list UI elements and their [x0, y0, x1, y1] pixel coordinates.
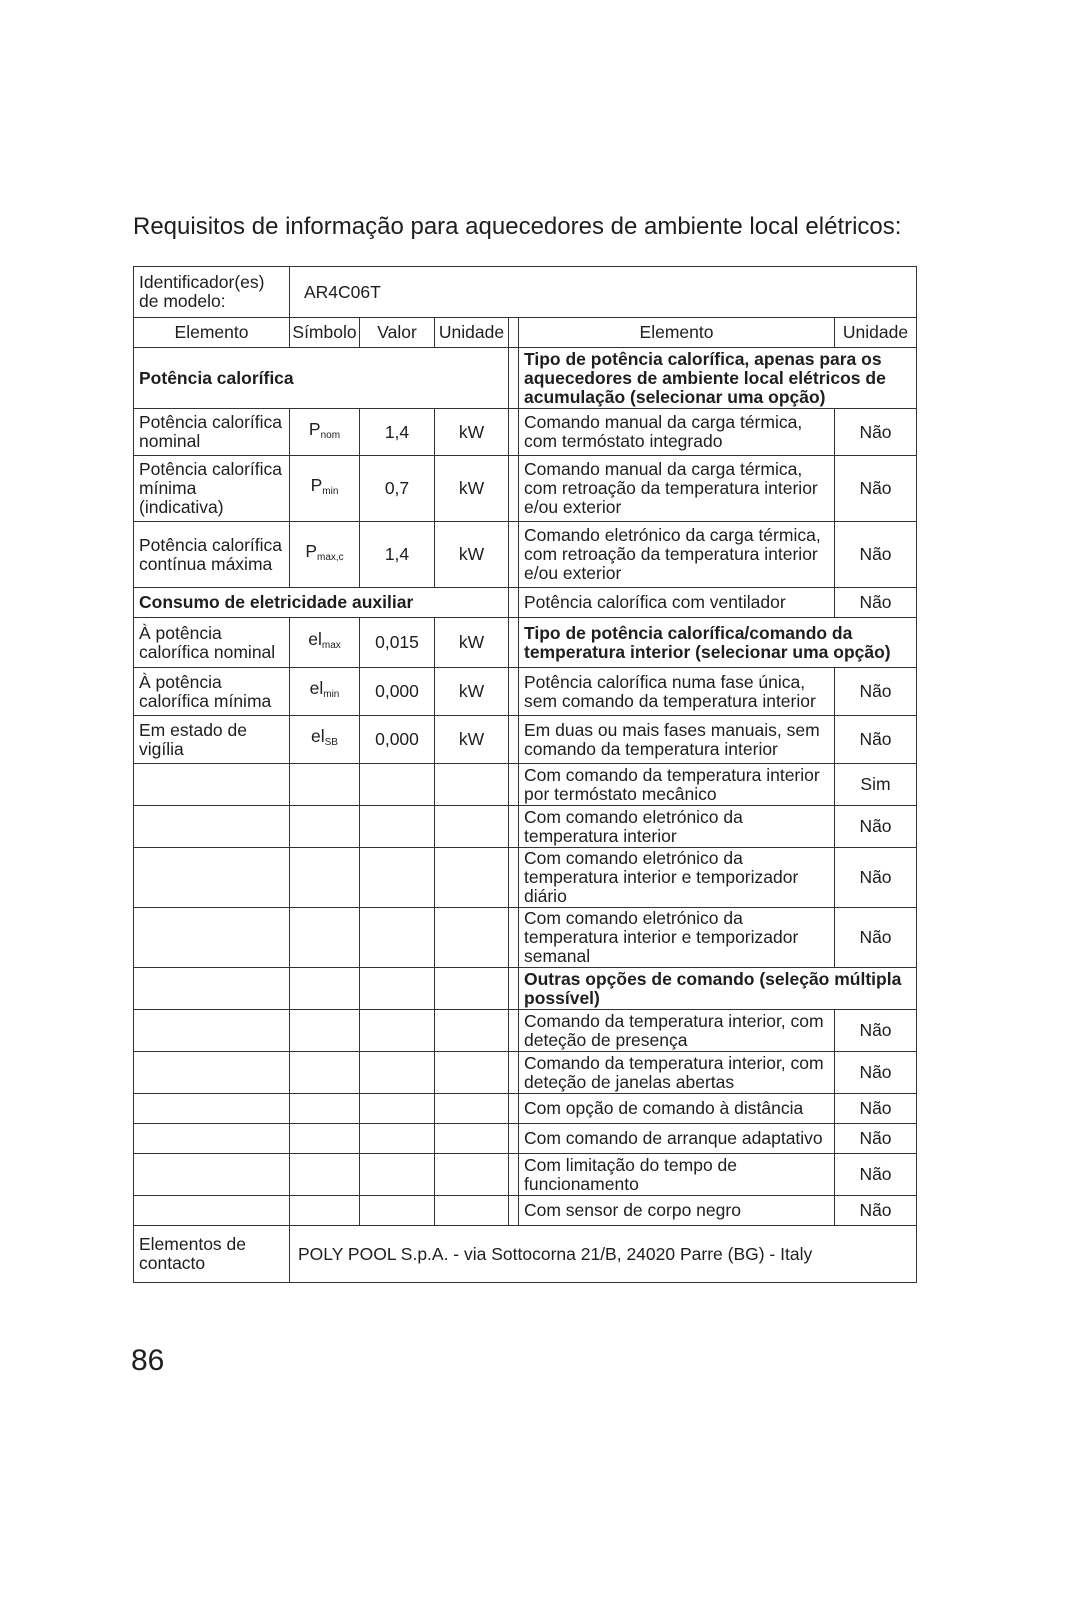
symbol-text: el: [309, 678, 324, 698]
table-row: [134, 908, 917, 968]
right-element-cell: Com comando eletrónico da temperatura interior e temporizador semanal: [519, 908, 835, 968]
table-row: [134, 409, 917, 456]
table-row: [134, 618, 917, 668]
symbol-cell: [290, 1010, 360, 1052]
right-element-cell: Comando manual da carga térmica, com termóstato integrado: [519, 409, 835, 456]
unit-cell: kW: [435, 716, 509, 764]
unit-cell: kW: [435, 456, 509, 522]
left-element-cell: [134, 908, 290, 968]
right-element-cell: Com comando eletrónico da temperatura interior: [519, 806, 835, 848]
unit-cell: kW: [435, 522, 509, 588]
symbol-cell: [290, 456, 360, 522]
column-separator: [509, 409, 519, 456]
left-element-cell: [134, 764, 290, 806]
page-title: Requisitos de informação para aquecedores de ambiente local elétricos:: [133, 213, 902, 240]
column-separator: [509, 716, 519, 764]
left-element-cell: [134, 1196, 290, 1226]
right-value-cell: Não: [835, 522, 917, 588]
right-value-cell: Não: [835, 588, 917, 618]
symbol-cell: [290, 806, 360, 848]
symbol-text: el: [308, 629, 322, 649]
column-separator: [509, 1154, 519, 1196]
left-element-cell: À potência calorífica nominal: [134, 618, 290, 668]
right-section-heading: Tipo de potência calorífica, apenas para os aquecedores de ambiente local elétricos de acumulação (selecionar uma opção): [519, 348, 917, 409]
header-value: Valor: [360, 318, 435, 348]
right-value-cell: Não: [835, 1196, 917, 1226]
value-cell: [360, 1094, 435, 1124]
symbol-cell: [290, 522, 360, 588]
unit-cell: kW: [435, 668, 509, 716]
right-element-cell: Comando eletrónico da carga térmica, com retroação da temperatura interior e/ou exterior: [519, 522, 835, 588]
unit-cell: kW: [435, 409, 509, 456]
value-cell: [360, 806, 435, 848]
unit-cell: [435, 1052, 509, 1094]
table-row: [134, 522, 917, 588]
symbol-subscript: min: [323, 689, 340, 700]
column-separator: [509, 1010, 519, 1052]
table-row: [134, 668, 917, 716]
unit-cell: [435, 968, 509, 1010]
symbol-cell: [290, 1196, 360, 1226]
right-value-cell: Não: [835, 1154, 917, 1196]
symbol-subscript: max: [321, 640, 341, 651]
right-value-cell: Não: [835, 848, 917, 908]
left-element-cell: Em estado de vigília: [134, 716, 290, 764]
left-element-cell: [134, 1154, 290, 1196]
header-unit-right: Unidade: [835, 318, 917, 348]
header-element: Elemento: [134, 318, 290, 348]
left-element-cell: [134, 1052, 290, 1094]
column-separator: [509, 806, 519, 848]
right-value-cell: Não: [835, 1010, 917, 1052]
symbol-subscript: nom: [320, 429, 341, 441]
right-element-cell: Com comando eletrónico da temperatura interior e temporizador diário: [519, 848, 835, 908]
left-element-cell: Potência calorífica contínua máxima: [134, 522, 290, 588]
table-row: [134, 1154, 917, 1196]
left-element-cell: [134, 806, 290, 848]
column-separator: [509, 1196, 519, 1226]
value-cell: [360, 1052, 435, 1094]
unit-cell: kW: [435, 618, 509, 668]
unit-cell: [435, 1154, 509, 1196]
right-value-cell: Não: [835, 806, 917, 848]
unit-cell: [435, 806, 509, 848]
left-element-cell: [134, 1124, 290, 1154]
column-separator: [509, 1124, 519, 1154]
page-number: 86: [131, 1344, 165, 1377]
symbol-text: el: [311, 726, 325, 746]
left-section-heading: Potência calorífica: [134, 348, 509, 409]
right-value-cell: Não: [835, 456, 917, 522]
symbol-cell: [290, 848, 360, 908]
column-separator: [509, 668, 519, 716]
model-value: AR4C06T: [290, 267, 917, 318]
right-element-cell: Com comando da temperatura interior por termóstato mecânico: [519, 764, 835, 806]
right-section-heading: Tipo de potência calorífica/comando da temperatura interior (selecionar uma opção): [519, 618, 917, 668]
right-value-cell: Não: [835, 1094, 917, 1124]
column-separator: [509, 456, 519, 522]
left-element-cell: Potência calorífica nominal: [134, 409, 290, 456]
table-row: [134, 1124, 917, 1154]
left-element-cell: À potência calorífica mínima: [134, 668, 290, 716]
column-separator: [509, 764, 519, 806]
symbol-cell: [290, 1052, 360, 1094]
contact-row: [134, 1226, 917, 1283]
left-element-cell: Potência calorífica mínima (indicativa): [134, 456, 290, 522]
value-cell: 0,000: [360, 668, 435, 716]
left-element-cell: [134, 848, 290, 908]
column-separator: [509, 588, 519, 618]
symbol-cell: [290, 764, 360, 806]
right-value-cell: Não: [835, 1052, 917, 1094]
table-row: [134, 456, 917, 522]
table-row: [134, 588, 917, 618]
table-row: [134, 968, 917, 1010]
column-separator: [509, 908, 519, 968]
right-element-cell: Com limitação do tempo de funcionamento: [519, 1154, 835, 1196]
right-value-cell: Não: [835, 716, 917, 764]
column-separator: [509, 1094, 519, 1124]
right-element-cell: Potência calorífica numa fase única, sem comando da temperatura interior: [519, 668, 835, 716]
value-cell: [360, 1196, 435, 1226]
column-separator: [509, 348, 519, 409]
value-cell: [360, 1124, 435, 1154]
value-cell: 1,4: [360, 522, 435, 588]
table-row: [134, 848, 917, 908]
column-separator: [509, 318, 519, 348]
symbol-cell: [290, 968, 360, 1010]
table-row: [134, 1094, 917, 1124]
value-cell: [360, 1010, 435, 1052]
value-cell: [360, 848, 435, 908]
table-row: [134, 348, 917, 409]
header-unit: Unidade: [435, 318, 509, 348]
right-value-cell: Não: [835, 409, 917, 456]
column-separator: [509, 618, 519, 668]
unit-cell: [435, 764, 509, 806]
left-section-heading: Consumo de eletricidade auxiliar: [134, 588, 509, 618]
symbol-subscript: min: [322, 486, 339, 497]
left-element-cell: [134, 1094, 290, 1124]
symbol-cell: [290, 1154, 360, 1196]
header-symbol: Símbolo: [290, 318, 360, 348]
right-value-cell: Não: [835, 1124, 917, 1154]
contact-value: POLY POOL S.p.A. - via Sottocorna 21/B, 24020 Parre (BG) - Italy: [290, 1226, 917, 1283]
table-row: [134, 1010, 917, 1052]
value-cell: 0,015: [360, 618, 435, 668]
header-element-right: Elemento: [519, 318, 835, 348]
right-value-cell: Não: [835, 908, 917, 968]
table-row: [134, 716, 917, 764]
symbol-text: P: [308, 418, 321, 439]
right-element-cell: Com sensor de corpo negro: [519, 1196, 835, 1226]
symbol-cell: [290, 908, 360, 968]
value-cell: [360, 764, 435, 806]
symbol-subscript: max,c: [317, 552, 344, 563]
symbol-cell: [290, 618, 360, 668]
right-element-cell: Comando da temperatura interior, com deteção de janelas abertas: [519, 1052, 835, 1094]
right-element-cell: Em duas ou mais fases manuais, sem comando da temperatura interior: [519, 716, 835, 764]
value-cell: [360, 1154, 435, 1196]
right-value-cell: Sim: [835, 764, 917, 806]
right-element-cell: Comando manual da carga térmica, com retroação da temperatura interior e/ou exterior: [519, 456, 835, 522]
right-element-cell: Comando da temperatura interior, com deteção de presença: [519, 1010, 835, 1052]
table-row: [134, 806, 917, 848]
symbol-cell: [290, 409, 360, 456]
table-row: [134, 1052, 917, 1094]
unit-cell: [435, 1196, 509, 1226]
right-element-cell: Com opção de comando à distância: [519, 1094, 835, 1124]
right-section-heading: Outras opções de comando (seleção múltipla possível): [519, 968, 917, 1010]
table-row: [134, 1196, 917, 1226]
model-label: Identificador(es) de modelo:: [134, 267, 290, 318]
symbol-subscript: SB: [324, 737, 338, 748]
unit-cell: [435, 1124, 509, 1154]
column-separator: [509, 1052, 519, 1094]
unit-cell: [435, 908, 509, 968]
symbol-text: P: [305, 541, 317, 561]
column-separator: [509, 968, 519, 1010]
value-cell: 0,000: [360, 716, 435, 764]
header-row: [134, 318, 917, 348]
value-cell: [360, 908, 435, 968]
unit-cell: [435, 848, 509, 908]
column-separator: [509, 848, 519, 908]
left-element-cell: [134, 1010, 290, 1052]
right-value-cell: Não: [835, 668, 917, 716]
value-cell: [360, 968, 435, 1010]
symbol-cell: [290, 1094, 360, 1124]
symbol-cell: [290, 716, 360, 764]
table-row: [134, 764, 917, 806]
model-row: [134, 267, 917, 318]
column-separator: [509, 522, 519, 588]
value-cell: 0,7: [360, 456, 435, 522]
contact-label: Elementos de contacto: [134, 1226, 290, 1283]
symbol-cell: [290, 1124, 360, 1154]
unit-cell: [435, 1094, 509, 1124]
value-cell: 1,4: [360, 409, 435, 456]
right-element-cell: Potência calorífica com ventilador: [519, 588, 835, 618]
left-element-cell: [134, 968, 290, 1010]
info-requirements-table: [133, 266, 917, 1283]
unit-cell: [435, 1010, 509, 1052]
symbol-cell: [290, 668, 360, 716]
symbol-text: P: [310, 475, 323, 495]
right-element-cell: Com comando de arranque adaptativo: [519, 1124, 835, 1154]
